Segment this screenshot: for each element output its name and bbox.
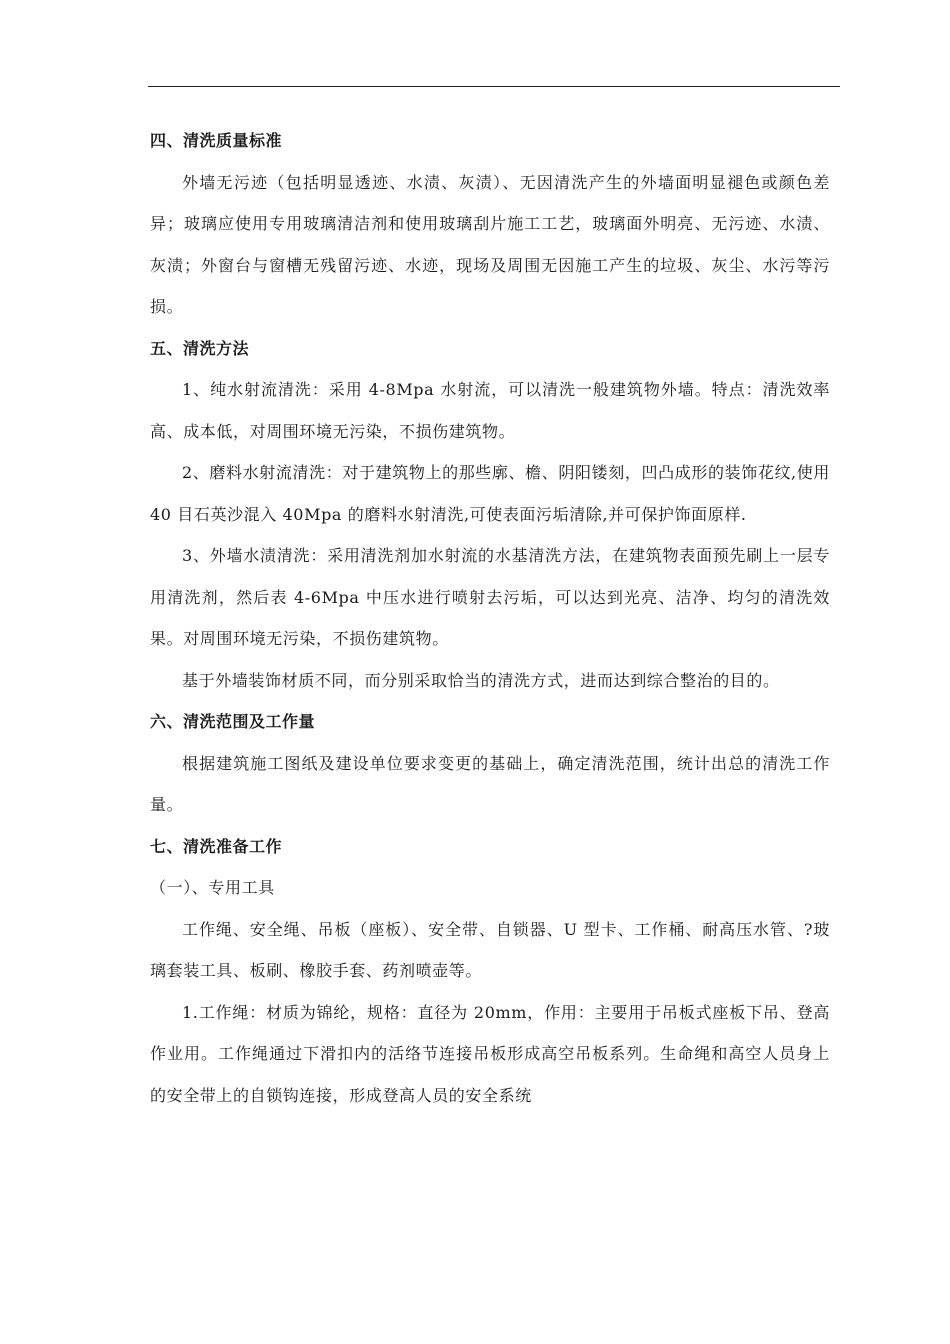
subsection-heading-tools: （一）、专用工具 [150, 878, 275, 897]
paragraph: 1.工作绳：材质为锦纶，规格：直径为 20mm，作用：主要用于吊板式座板下吊、登高作业用。工作绳通过下滑扣内的活络节连接吊板形成高空吊板系列。生命绳和高空人员身上的安全带上的自锁钩连接，形成登高人员的安全系统 [150, 1002, 830, 1105]
paragraph: 根据建筑施工图纸及建设单位要求变更的基础上，确定清洗范围，统计出总的清洗工作量。 [150, 753, 830, 814]
paragraph: 基于外墙装饰材质不同，而分别采取恰当的清洗方式，进而达到综合整治的目的。 [182, 670, 780, 690]
section-heading-preparation: 七、清洗准备工作 [150, 836, 283, 856]
paragraph: 1、纯水射流清洗：采用 4-8Mpa 水射流，可以清洗一般建筑物外墙。特点：清洗效率高、成本低，对周围环境无污染，不损伤建筑物。 [150, 380, 830, 441]
section-heading-scope-workload: 六、清洗范围及工作量 [150, 712, 316, 731]
section-heading-cleaning-methods: 五、清洗方法 [150, 338, 250, 358]
paragraph: 外墙无污迹（包括明显透迹、水渍、灰渍）、无因清洗产生的外墙面明显褪色或颜色差异；玻璃应使用专用玻璃清洁剂和使用玻璃刮片施工工艺，玻璃面外明亮、无污迹、水渍、灰渍；外窗台与窗槽无残留污迹、水迹，现场及周围无因施工产生的垃圾、灰尘、水污等污损。 [150, 172, 830, 316]
document-body [150, 120, 830, 1116]
section-heading-quality-standard: 四、清洗质量标准 [150, 131, 283, 150]
paragraph: 2、磨料水射流清洗：对于建筑物上的那些廓、檐、阴阳镂刻，凹凸成形的装饰花纹,使用 40 目石英沙混入 40Mpa 的磨料水射清洗,可使表面污垢清除,并可保护饰面原样. [150, 463, 830, 524]
paragraph: 3、外墙水渍清洗：采用清洗剂加水射流的水基清洗方法，在建筑物表面预先刷上一层专用清洗剂，然后表 4-6Mpa 中压水进行喷射去污垢，可以达到光亮、洁净、均匀的清洗效果。对周围环境无污染，不损伤建筑物。 [150, 546, 830, 648]
header-rule [148, 86, 840, 87]
paragraph: 工作绳、安全绳、吊板（座板）、安全带、自锁器、U 型卡、工作桶、耐高压水管、?玻璃套装工具、板刷、橡胶手套、药剂喷壶等。 [150, 919, 830, 980]
